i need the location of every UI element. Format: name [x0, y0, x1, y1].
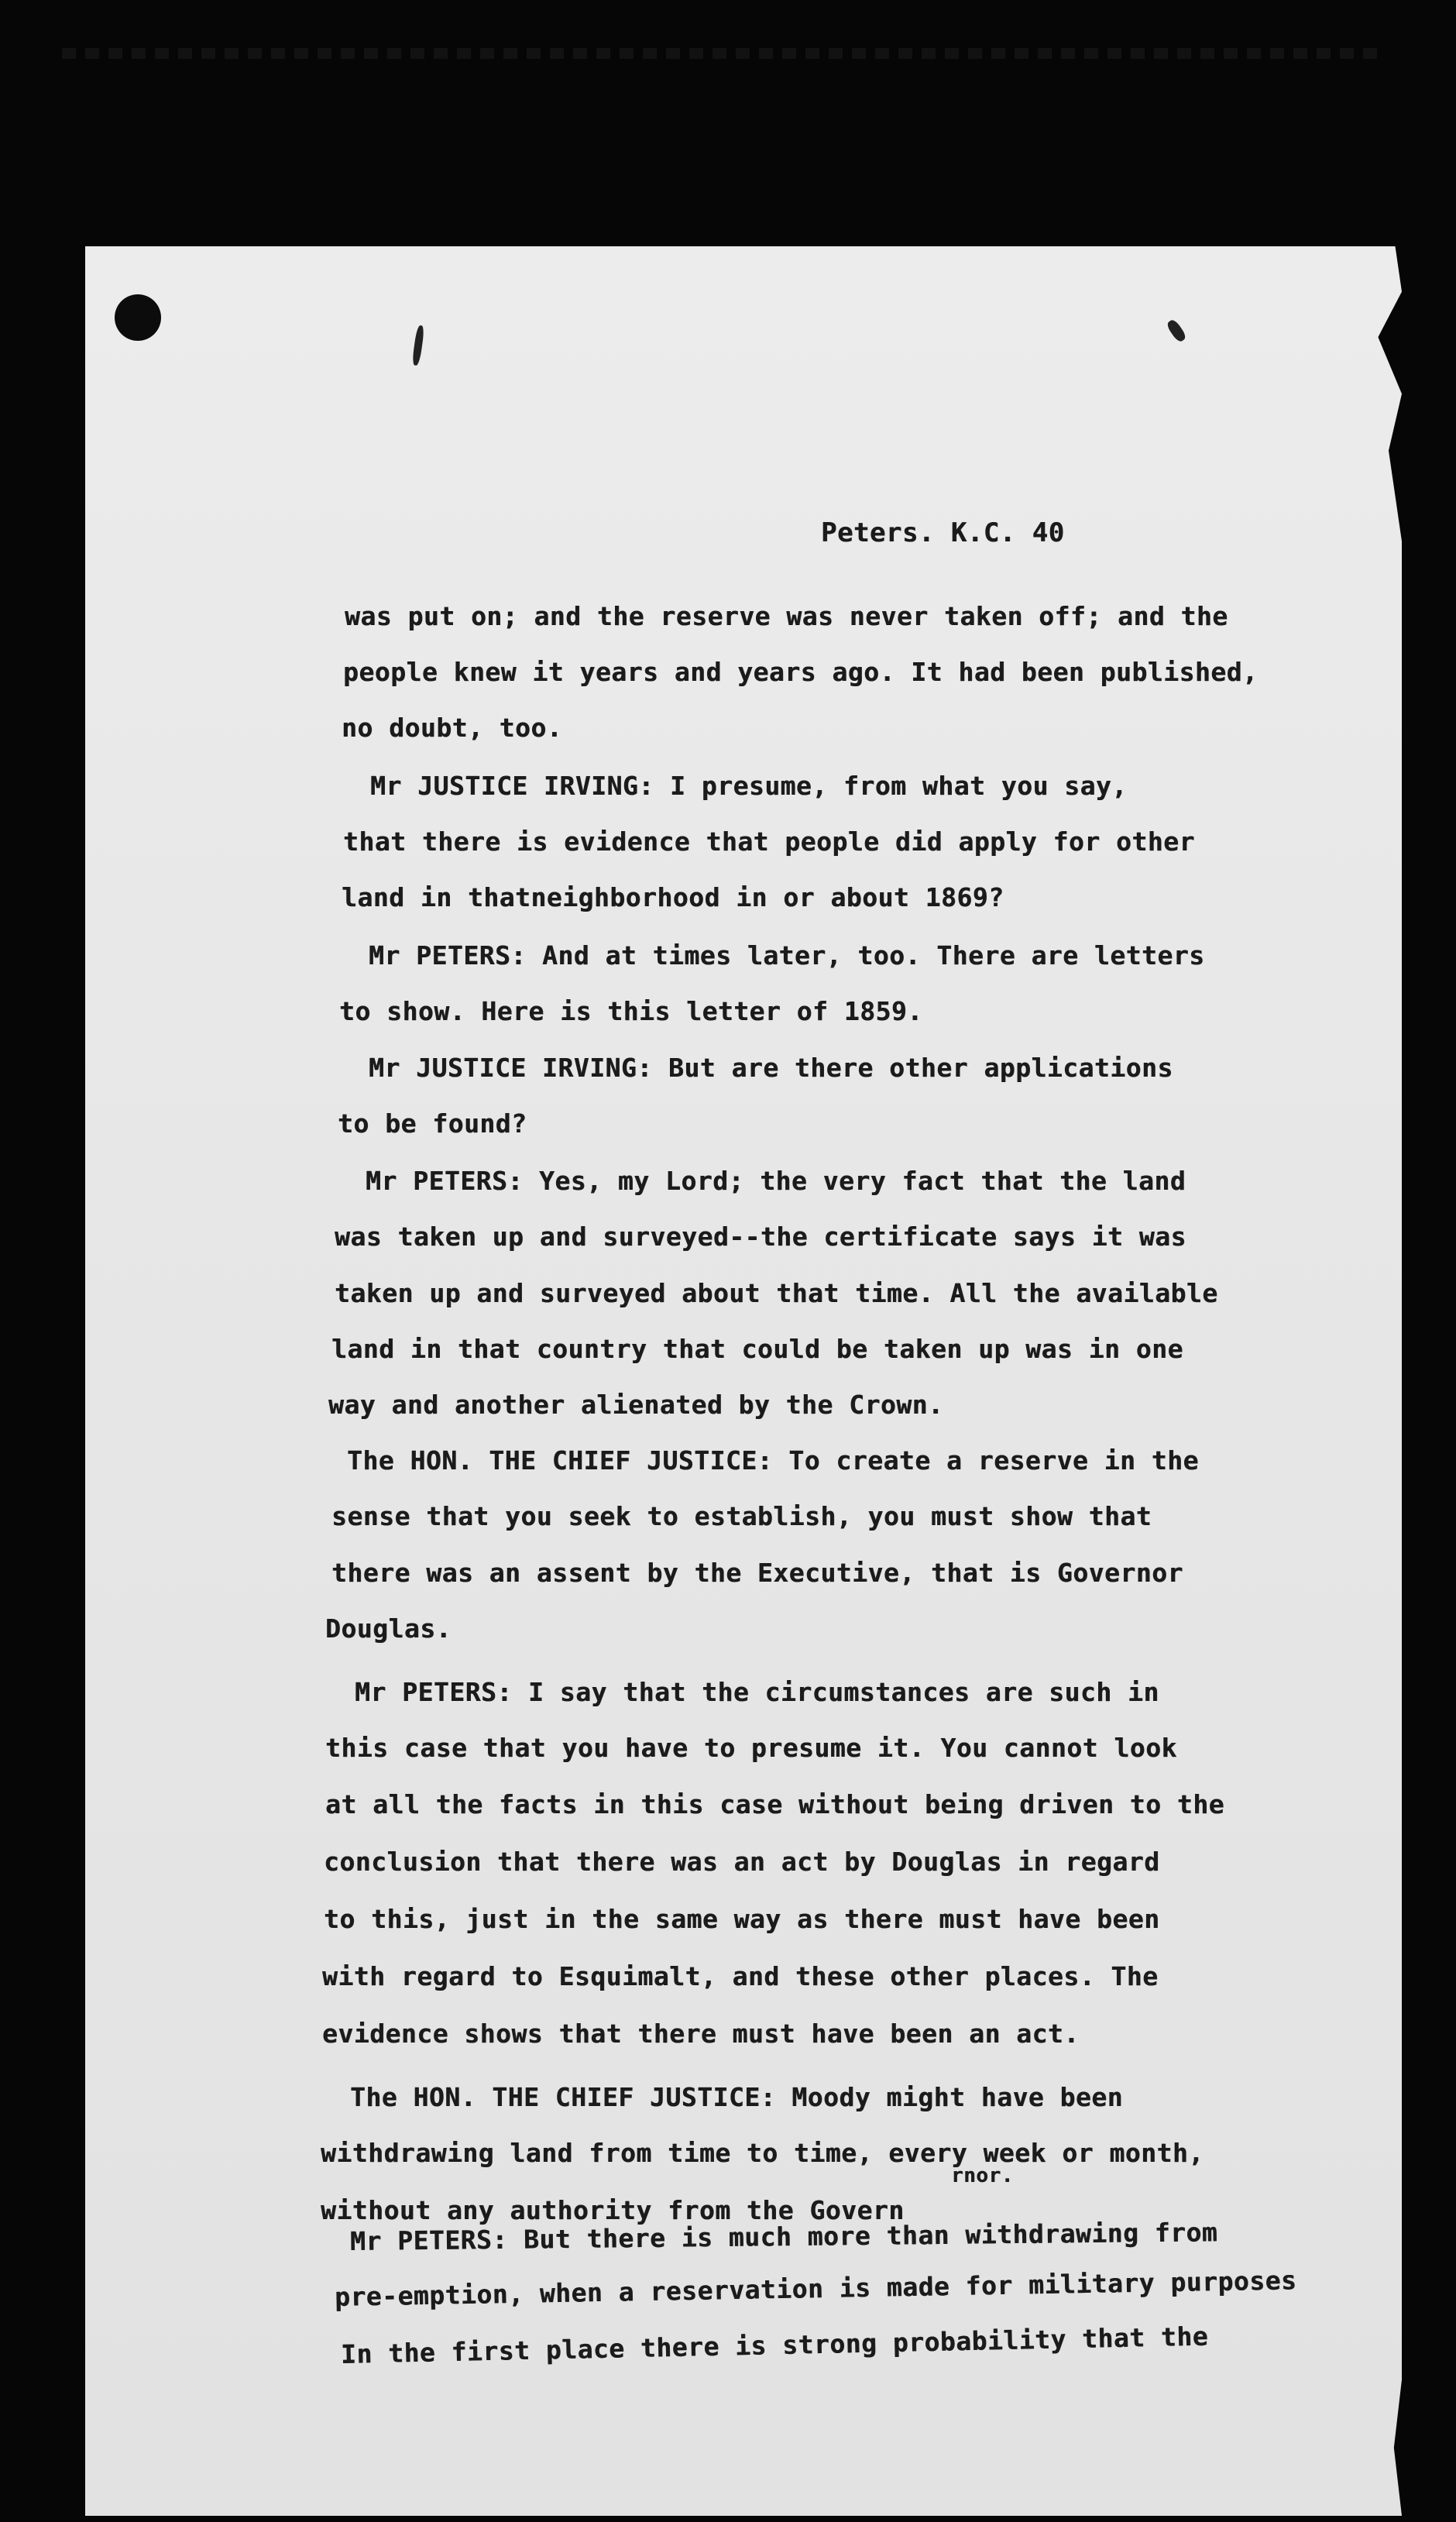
text-line: Mr PETERS: Yes, my Lord; the very fact that the land	[366, 1166, 1186, 1196]
text-line: to be found?	[338, 1108, 527, 1139]
text-line: this case that you have to presume it. You cannot look	[325, 1733, 1177, 1763]
text-line: at all the facts in this case without being driven to the	[325, 1789, 1224, 1819]
text-line: was taken up and surveyed--the certificate says it was	[335, 1221, 1186, 1252]
text-line: In the first place there is strong probability that the	[340, 2321, 1209, 2369]
page-header: Peters. K.C. 40	[821, 517, 1065, 548]
text-line: Mr JUSTICE IRVING: I presume, from what you say,	[370, 771, 1128, 801]
text-line: way and another alienated by the Crown.	[328, 1390, 944, 1420]
text-line: that there is evidence that people did apply for other	[343, 826, 1195, 857]
interlinear-correction: rnor.	[951, 2164, 1014, 2187]
text-line: land in thatneighborhood in or about 1869?	[342, 882, 1004, 912]
text-line: with regard to Esquimalt, and these other places. The	[322, 1961, 1159, 1991]
text-line: taken up and surveyed about that time. All the available	[335, 1278, 1218, 1308]
text-line: Mr JUSTICE IRVING: But are there other applications	[369, 1053, 1173, 1083]
text-line: Mr PETERS: But there is much more than withdrawing from	[349, 2217, 1218, 2256]
text-line: there was an assent by the Executive, that is Governor	[331, 1558, 1183, 1588]
text-line: evidence shows that there must have been an act.	[322, 2019, 1080, 2049]
text-line: people knew it years and years ago. It had been published,	[343, 657, 1259, 687]
text-line: Mr PETERS: And at times later, too. There are letters	[369, 940, 1205, 971]
text-line: to this, just in the same way as there must have been	[324, 1904, 1160, 1934]
text-line: pre-emption, when a reservation is made for military purposes	[334, 2265, 1297, 2312]
text-line: to show. Here is this letter of 1859.	[339, 996, 923, 1026]
text-line: The HON. THE CHIEF JUSTICE: To create a reserve in the	[347, 1445, 1199, 1476]
typewritten-page	[85, 246, 1402, 2516]
text-line: Mr PETERS: I say that the circumstances are such in	[355, 1677, 1159, 1707]
text-line: no doubt, too.	[342, 713, 563, 743]
text-line: land in that country that could be taken up was in one	[331, 1334, 1183, 1364]
punch-hole	[115, 294, 161, 341]
film-strip-edge	[62, 48, 1379, 59]
text-line: conclusion that there was an act by Douglas in regard	[324, 1847, 1160, 1877]
text-line: withdrawing land from time to time, every week or month,	[321, 2138, 1204, 2168]
text-line: The HON. THE CHIEF JUSTICE: Moody might have been	[350, 2082, 1124, 2112]
text-line: was put on; and the reserve was never taken off; and the	[345, 601, 1228, 631]
text-line: Douglas.	[325, 1613, 452, 1644]
text-line: without any authority from the Govern	[321, 2195, 905, 2225]
text-line: sense that you seek to establish, you must show that	[331, 1501, 1152, 1531]
